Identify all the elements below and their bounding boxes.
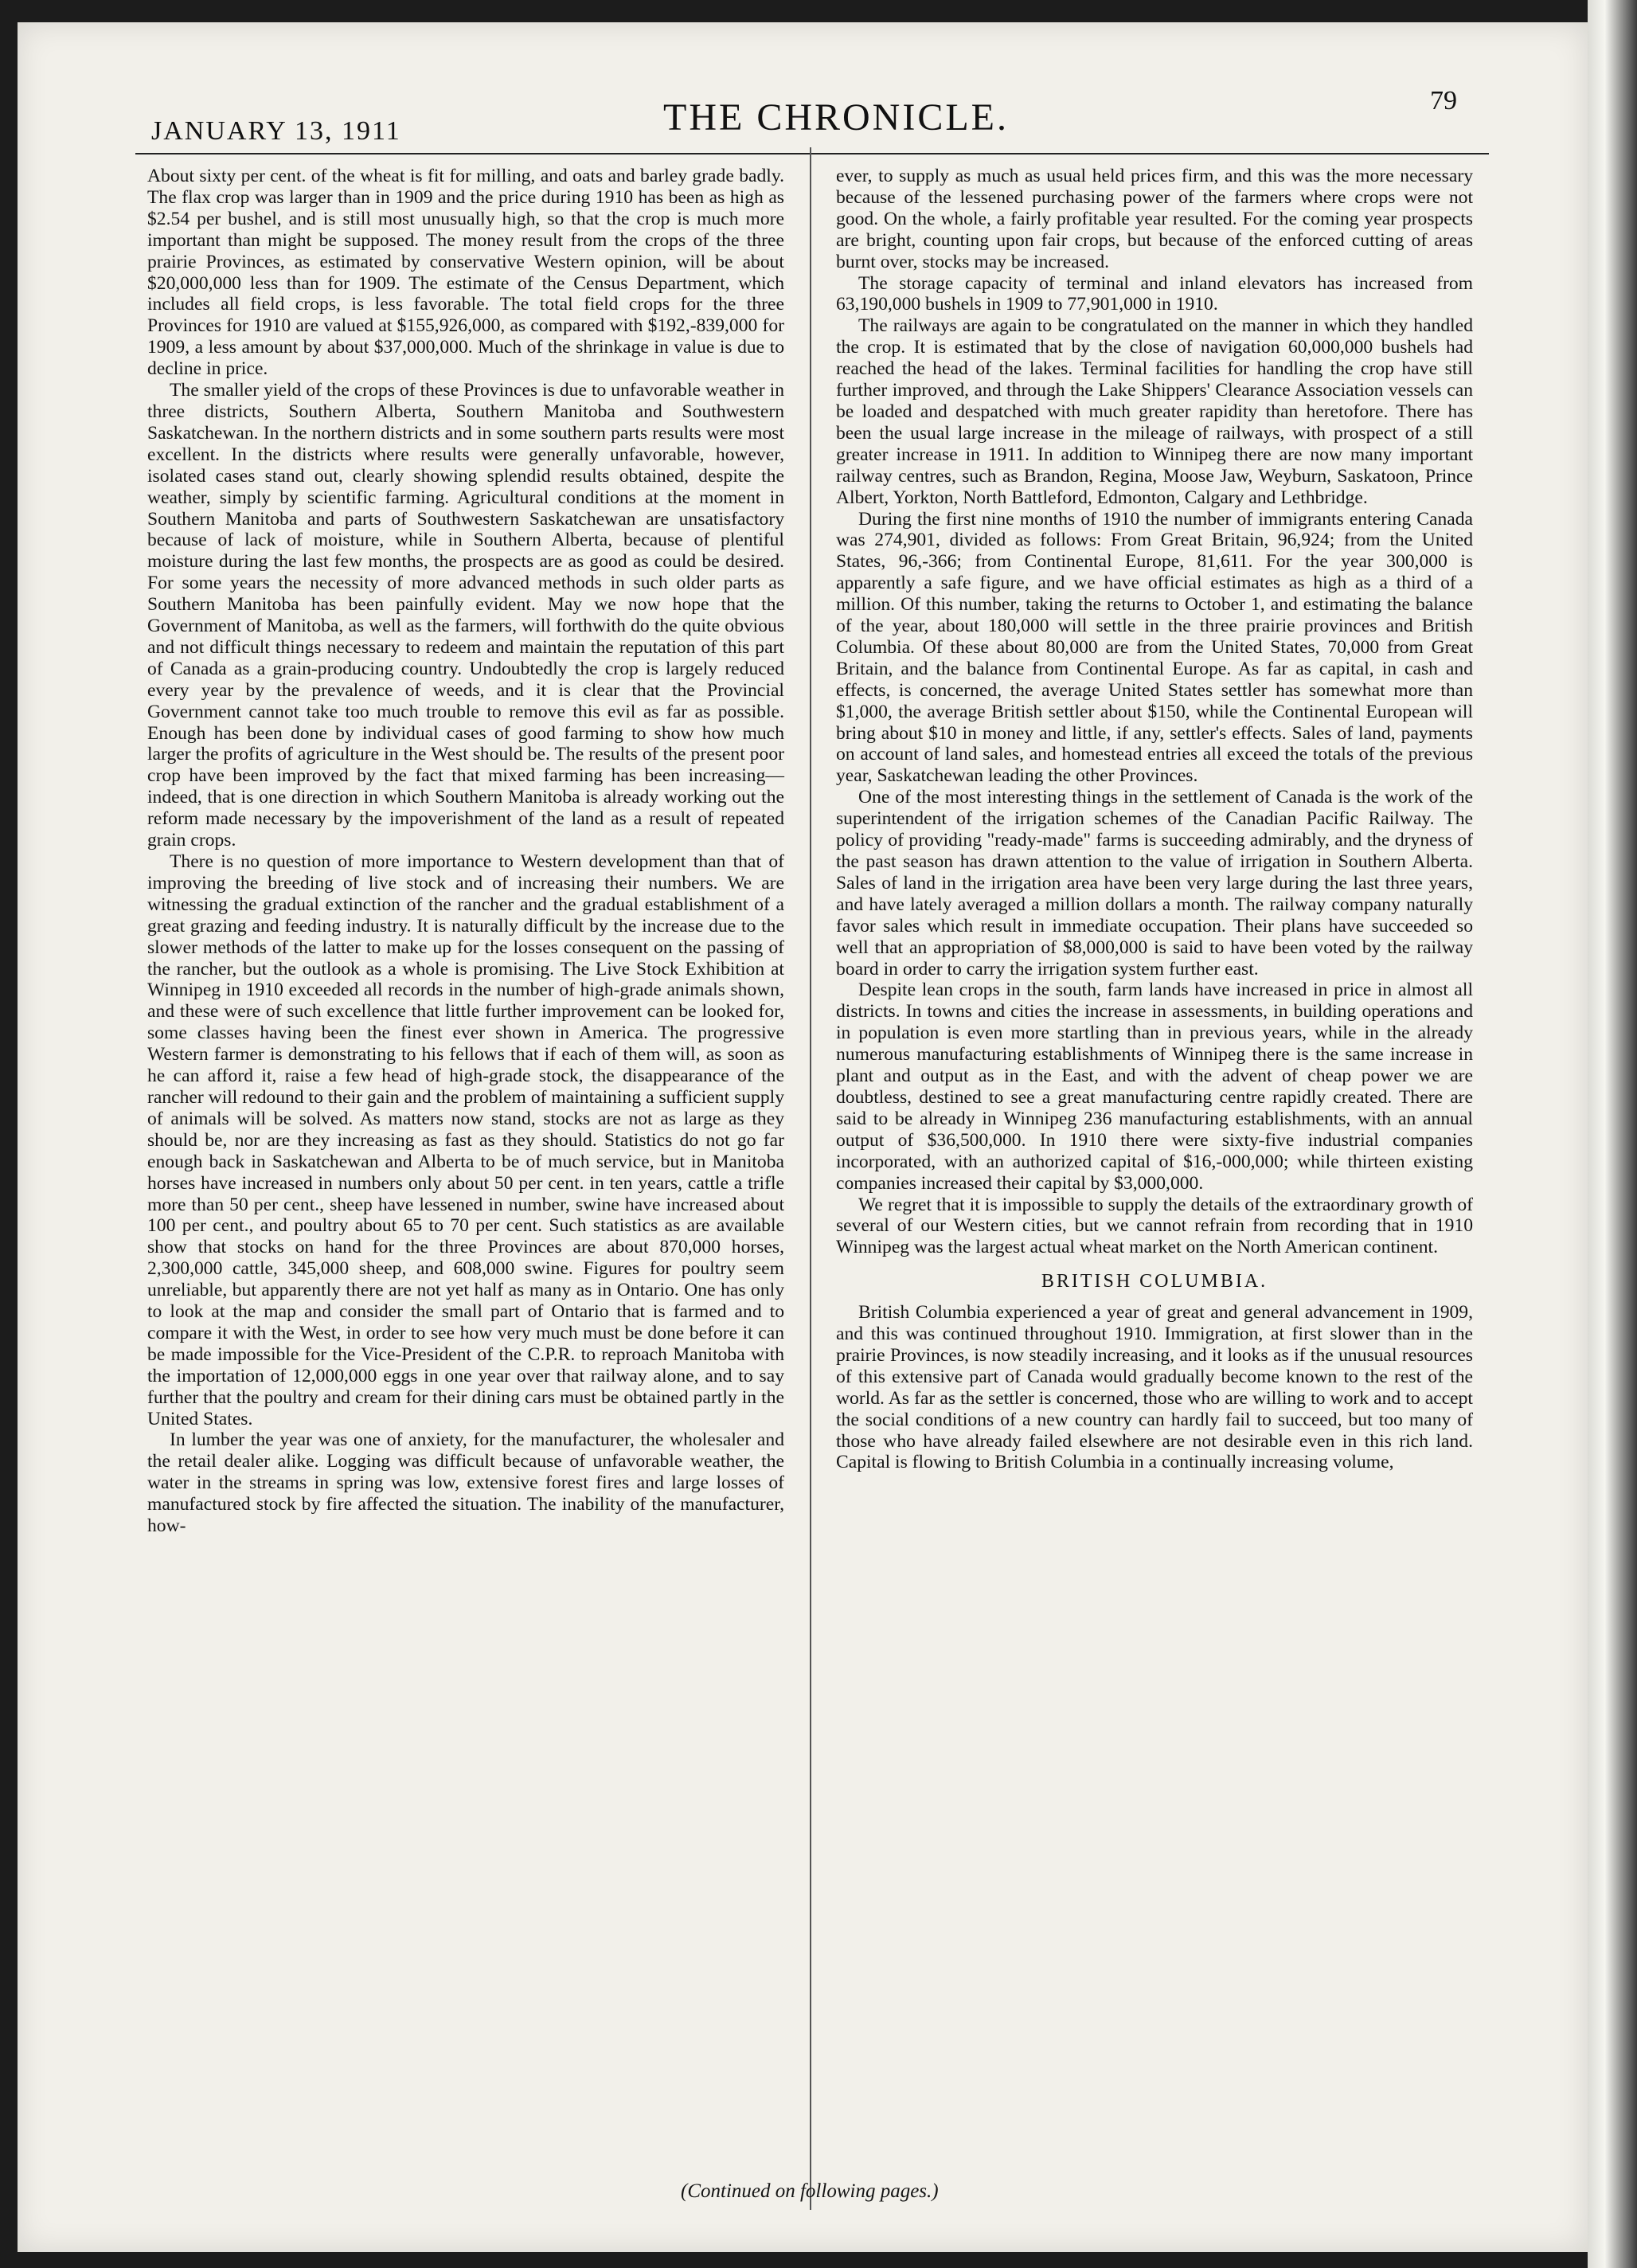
column-divider bbox=[810, 147, 811, 2210]
page-header bbox=[135, 80, 1505, 151]
article-paragraph: British Columbia experienced a year of great and general advancement in 1909, and this was continued throughout 1910. Immigration, at first slower than in the prairie Provinces, is now steadily increasing, and it looks as if the unusual resources of this extensive part of Canada would gradually become known to the rest of the world. As far as the settler is concerned, those who are willing to work and to accept the social conditions of a new country can hardly fail to succeed, but too many of those who have already failed elsewhere are not desirable even in this rich land. Capital is flowing to British Columbia in a continually increasing volume, bbox=[836, 1302, 1473, 1473]
article-paragraph: One of the most interesting things in the settlement of Canada is the work of the superintendent of the irrigation schemes of the Canadian Pacific Railway. The policy of providing "ready-made" farms is succeeding admirably, and the dryness of the past season has drawn attention to the value of irrigation in Southern Alberta. Sales of land in the irrigation area have been very large during the last three years, and have lately averaged a million dollars a month. The railway company naturally favor sales which result in immediate occupation. Their plans have succeeded so well that an appropriation of $8,000,000 is said to have been voted by the railway board in order to carry the irrigation system further east. bbox=[836, 787, 1473, 980]
page-number: 79 bbox=[1430, 86, 1457, 115]
article-paragraph: About sixty per cent. of the wheat is fit for milling, and oats and barley grade badly. The flax crop was larger than in 1909 and the price during 1910 has been as high as $2.54 per bushel, and is still most unusually high, so that the crop is much more important than might be supposed. The money result from the crops of the three prairie Provinces, as estimated by conservative Western opinion, will be about $20,000,000 less than for 1909. The estimate of the Census Department, which includes all field crops, is less favorable. The total field crops for the three Provinces for 1910 are valued at $155,926,000, as compared with $192,-839,000 for 1909, a less amount by about $37,000,000. Much of the shrinkage in value is due to decline in price. bbox=[147, 166, 784, 380]
masthead-title: THE CHRONICLE. bbox=[663, 96, 1009, 139]
page-edge bbox=[1588, 0, 1637, 2268]
article-paragraph: ever, to supply as much as usual held prices firm, and this was the more necessary because of the lessened purchasing power of the farmers where crops were not good. On the whole, a fairly profitable year resulted. For the coming year prospects are bright, counting upon fair crops, but because of the enforced cutting of areas burnt over, stocks may be increased. bbox=[836, 166, 1473, 272]
continued-note: (Continued on following pages.) bbox=[681, 2180, 939, 2202]
article-paragraph: The smaller yield of the crops of these Provinces is due to unfavorable weather in three districts, Southern Alberta, Southern Manitoba and Southwestern Saskatchewan. In the northern districts and in some southern parts results were most excellent. In the districts where results were generally unfavorable, however, isolated cases stand out, clearly showing splendid results obtained, despite the weather, simply by scientific farming. Agricultural conditions at the moment in Southern Manitoba and parts of Southwestern Saskatchewan are unsatisfactory because of lack of moisture, while in Southern Alberta, because of plentiful moisture during the last few months, the prospects are as good as could be desired. For some years the necessity of more advanced methods in such older parts as Southern Manitoba has been painfully evident. May we now hope that the Government of Manitoba, as well as the farmers, will forthwith do the quite obvious and not difficult things necessary to redeem and maintain the reputation of this part of Canada as a grain-producing country. Undoubtedly the crop is largely reduced every year by the prevalence of weeds, and it is clear that the Provincial Government cannot take too much trouble to remove this evil as far as possible. Enough has been done by individual cases of good farming to show how much larger the profits of agriculture in the West should be. The results of the present poor crop have been improved by the fact that mixed farming has been increasing—indeed, that is one direction in which Southern Manitoba is already working out the reform made necessary by the impoverishment of the land as a result of repeated grain crops. bbox=[147, 380, 784, 851]
article-paragraph: Despite lean crops in the south, farm lands have increased in price in almost all districts. In towns and cities the increase in assessments, in building operations and in population is even more startling than in previous years, while in the already numerous manufacturing establishments of Winnipeg there is the same increase in plant and output as in the East, and with the advent of cheap power we are doubtless, destined to see a great manufacturing centre rapidly created. There are said to be already in Winnipeg 236 manufacturing establishments, with an annual output of $36,500,000. In 1910 there were sixty-five industrial companies incorporated, with an authorized capital of $16,-000,000; while thirteen existing companies increased their capital by $3,000,000. bbox=[836, 980, 1473, 1194]
right-column bbox=[836, 166, 1473, 1473]
article-paragraph: The railways are again to be congratulated on the manner in which they handled the crop. It is estimated that by the close of navigation 60,000,000 bushels had reached the head of the lakes. Terminal facilities for handling the crop have still further improved, and through the Lake Shippers' Clearance Association vessels can be loaded and despatched with much greater rapidity than heretofore. There has been the usual large increase in the mileage of railways, with prospect of a still greater increase in 1911. In addition to Winnipeg there are now many important railway centres, such as Brandon, Regina, Moose Jaw, Weyburn, Saskatoon, Prince Albert, Yorkton, North Battleford, Edmonton, Calgary and Lethbridge. bbox=[836, 315, 1473, 508]
article-paragraph: During the first nine months of 1910 the number of immigrants entering Canada was 274,901, divided as follows: From Great Britain, 96,924; from the United States, 96,-366; from Continental Europe, 81,611. For the year 300,000 is apparently a safe figure, and we have official estimates as high as a third of a million. Of this number, taking the returns to October 1, and estimating the balance of the year, about 180,000 will settle in the three prairie provinces and British Columbia. Of these about 80,000 are from the United States, 70,000 from Great Britain, and the balance from Continental Europe. As far as capital, in cash and effects, is concerned, the average United States settler has somewhat more than $1,000, the average British settler about $150, while the Continental European will bring about $10 in money and little, if any, settler's effects. Sales of land, payments on account of land sales, and homestead entries all exceed the totals of the previous year, Saskatchewan leading the other Provinces. bbox=[836, 508, 1473, 787]
article-paragraph: In lumber the year was one of anxiety, for the manufacturer, the wholesaler and the retail dealer alike. Logging was difficult because of unfavorable weather, the water in the streams in spring was low, extensive forest fires and large losses of manufactured stock by fire affected the situation. The inability of the manufacturer, how- bbox=[147, 1429, 784, 1537]
section-heading: BRITISH COLUMBIA. bbox=[1041, 1271, 1268, 1292]
article-paragraph: There is no question of more importance to Western development than that of improving the breeding of live stock and of increasing their numbers. We are witnessing the gradual extinction of the rancher and the gradual establishment of a great grazing and feeding industry. It is naturally difficult by the increase due to the slower methods of the latter to make up for the losses consequent on the passing of the rancher, but the outlook as a whole is promising. The Live Stock Exhibition at Winnipeg in 1910 exceeded all records in the number of high-grade animals shown, and these were of such excellence that little further improvement can be looked for, some classes having been the finest ever shown in America. The progressive Western farmer is demonstrating to his fellows that if each of them will, as soon as he can afford it, raise a few head of high-grade stock, the disappearance of the rancher will redound to their gain and the problem of maintaining a sufficient supply of animals will be solved. As matters now stand, stocks are not as large as they should be, nor are they increasing as fast as they should. Statistics do not go far enough back in Saskatchewan and Alberta to be of much service, but in Manitoba horses have increased in numbers only about 50 per cent. in ten years, cattle a trifle more than 50 per cent., sheep have lessened in number, swine have increased about 100 per cent., and poultry about 65 to 70 per cent. Such statistics as are available show that stocks on hand for the three Provinces are about 870,000 horses, 2,300,000 cattle, 345,000 sheep, and 608,000 swine. Figures for poultry seem unreliable, but apparently there are not yet half as many as in Ontario. One has only to look at the map and consider the small part of Ontario that is farmed and to compare it with the West, in order to see how very much must be done before it can be made impossible for the Vice-President of the C.P.R. to reproach Manitoba with the importation of 12,000,000 eggs in one year over that railway alone, and to say further that the poultry and cream for their dining cars must be obtained partly in the United States. bbox=[147, 851, 784, 1429]
header-rule bbox=[135, 153, 1489, 154]
article-paragraph: The storage capacity of terminal and inland elevators has increased from 63,190,000 bushels in 1909 to 77,901,000 in 1910. bbox=[836, 272, 1473, 315]
header-date: JANUARY 13, 1911 bbox=[151, 116, 401, 146]
left-column bbox=[147, 166, 784, 1537]
article-paragraph: We regret that it is impossible to supply the details of the extraordinary growth of several of our Western cities, but we cannot refrain from recording that in 1910 Winnipeg was the largest actual wheat market on the North American continent. bbox=[836, 1194, 1473, 1258]
